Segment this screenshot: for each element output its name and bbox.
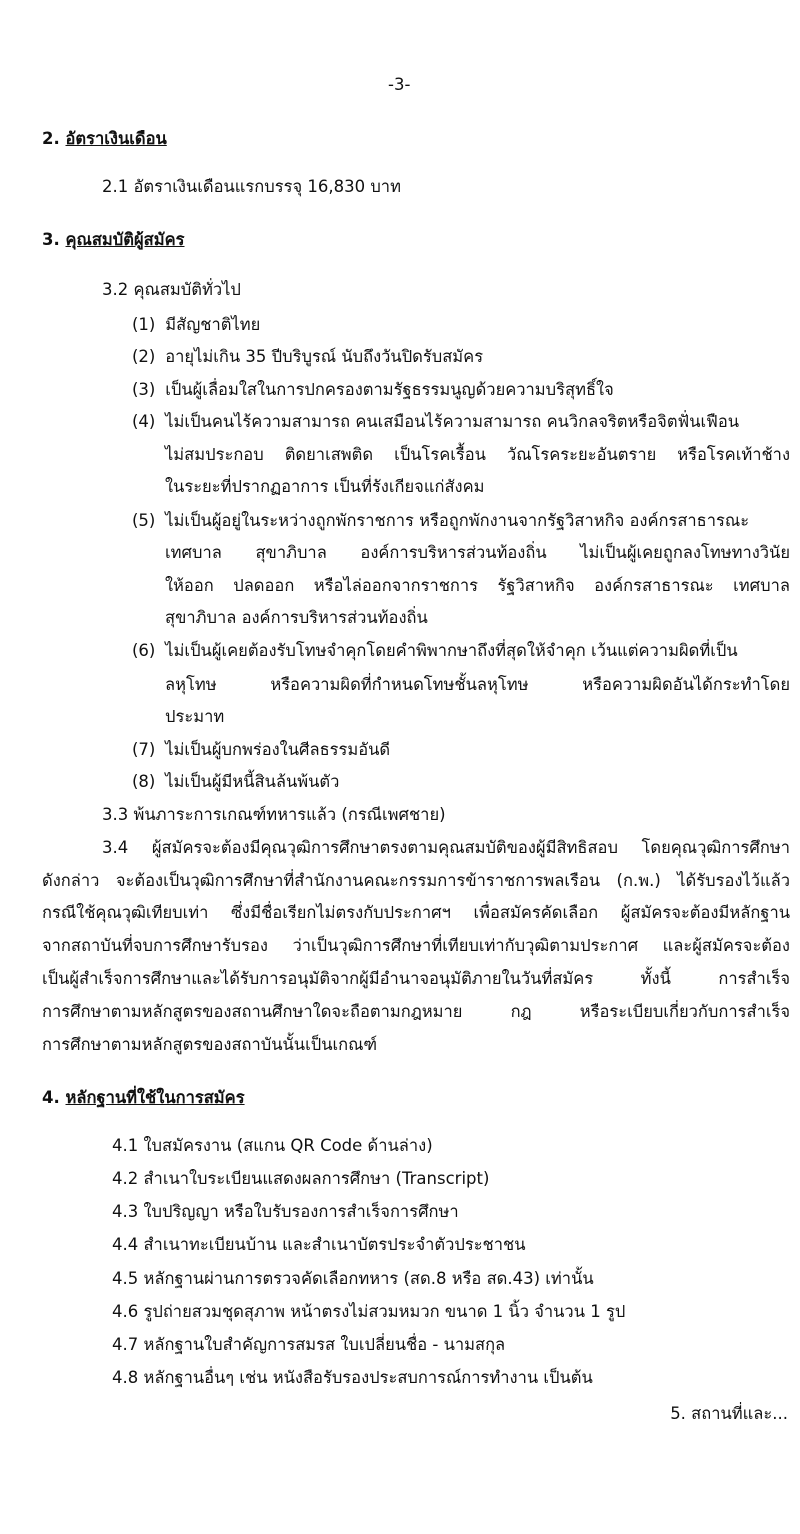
item-number: (4) — [132, 412, 156, 431]
section-4-heading — [42, 1087, 245, 1109]
qualification-item-7 — [132, 739, 390, 761]
item-text: เป็นผู้เลื่อมใสในการปกครองตามรัฐธรรมนูญด้วยความบริสุทธิ์ใจ — [165, 380, 614, 399]
section-2-title: อัตราเงินเดือน — [65, 129, 167, 148]
document-item-4-4: 4.4 สำเนาทะเบียนบ้าน และสำเนาบัตรประจำตัวประชาชน — [112, 1235, 526, 1254]
section-2-heading — [42, 128, 167, 150]
item-text: อายุไม่เกิน 35 ปีบริบูรณ์ นับถึงวันปิดรับสมัคร — [165, 347, 484, 366]
subsection-3-4-line-3: กรณีใช้คุณวุฒิเทียบเท่า ซึ่งมีชื่อเรียกไม่ตรงกับประกาศฯ เพื่อสมัครคัดเลือก ผู้สมัครจะต้องมีหลักฐาน — [42, 903, 790, 922]
subsection-3-4-line-5: เป็นผู้สำเร็จการศึกษาและได้รับการอนุมัติจากผู้มีอำนาจอนุมัติภายในวันที่สมัคร ทั้งนี้ การสำเร็จ — [42, 969, 790, 988]
qualification-item-6-line-2: ลหุโทษ หรือความผิดที่กำหนดโทษชั้นลหุโทษ หรือความผิดอันได้กระทำโดย — [165, 675, 790, 694]
document-item-4-3: 4.3 ใบปริญญา หรือใบรับรองการสำเร็จการศึกษา — [112, 1202, 459, 1221]
section-3-number: 3. — [42, 230, 60, 249]
section-4-number: 4. — [42, 1088, 60, 1107]
section-2-number: 2. — [42, 129, 60, 148]
qualification-item-5-line-4: สุขาภิบาล องค์การบริหารส่วนท้องถิ่น — [165, 608, 428, 627]
qualification-item-4-line-3: ในระยะที่ปรากฏอาการ เป็นที่รังเกียจแก่สังคม — [165, 477, 485, 496]
subsection-3-4-line-6: การศึกษาตามหลักสูตรของสถานศึกษาใดจะถือตามกฎหมาย กฎ หรือระเบียบเกี่ยวกับการสำเร็จ — [42, 1002, 790, 1021]
qualification-item-4-line-2: ไม่สมประกอบ ติดยาเสพติด เป็นโรคเรื้อน วัณโรคระยะอันตราย หรือโรคเท้าช้าง — [165, 445, 790, 464]
qualification-item-6-line-3: ประมาท — [165, 707, 225, 726]
item-text: ไม่เป็นผู้บกพร่องในศีลธรรมอันดี — [165, 740, 391, 759]
document-item-4-8: 4.8 หลักฐานอื่นๆ เช่น หนังสือรับรองประสบการณ์การทำงาน เป็นต้น — [112, 1368, 593, 1387]
qualification-item-8 — [132, 771, 339, 793]
qualification-item-2 — [132, 346, 483, 368]
qualification-item-6 — [132, 640, 738, 662]
salary-item: 2.1 อัตราเงินเดือนแรกบรรจุ 16,830 บาท — [102, 177, 401, 196]
item-number: (1) — [132, 315, 156, 334]
item-text: ไม่เป็นผู้มีหนี้สินล้นพ้นตัว — [165, 772, 340, 791]
item-number: (7) — [132, 740, 156, 759]
subsection-3-2: 3.2 คุณสมบัติทั่วไป — [102, 280, 241, 299]
qualification-item-1 — [132, 314, 260, 336]
item-text: ไม่เป็นผู้อยู่ในระหว่างถูกพักราชการ หรือถูกพักงานจากรัฐวิสาหกิจ องค์กรสาธารณะ — [165, 511, 750, 530]
item-number: (6) — [132, 641, 156, 660]
item-number: (2) — [132, 347, 156, 366]
subsection-3-4-line-7: การศึกษาตามหลักสูตรของสถาบันนั้นเป็นเกณฑ์ — [42, 1035, 378, 1054]
section-3-title: คุณสมบัติผู้สมัคร — [65, 230, 185, 249]
section-3-heading — [42, 229, 185, 251]
item-number: (3) — [132, 380, 156, 399]
continuation-text: 5. สถานที่และ... — [670, 1404, 788, 1423]
item-text: มีสัญชาติไทย — [165, 315, 261, 334]
section-4-title: หลักฐานที่ใช้ในการสมัคร — [65, 1088, 245, 1107]
document-item-4-1: 4.1 ใบสมัครงาน (สแกน QR Code ด้านล่าง) — [112, 1136, 433, 1155]
qualification-item-3 — [132, 379, 614, 401]
qualification-item-5-line-3: ให้ออก ปลดออก หรือไล่ออกจากราชการ รัฐวิสาหกิจ องค์กรสาธารณะ เทศบาล — [165, 576, 790, 595]
subsection-3-4-line-1: 3.4 ผู้สมัครจะต้องมีคุณวุฒิการศึกษาตรงตามคุณสมบัติของผู้มีสิทธิสอบ โดยคุณวุฒิการศึกษา — [102, 838, 790, 857]
document-item-4-5: 4.5 หลักฐานผ่านการตรวจคัดเลือกทหาร (สด.8 หรือ สด.43) เท่านั้น — [112, 1269, 594, 1288]
subsection-3-4-line-2: ดังกล่าว จะต้องเป็นวุฒิการศึกษาที่สำนักงานคณะกรรมการข้าราชการพลเรือน (ก.พ.) ได้รับรองไว้แล้ว — [42, 871, 790, 890]
document-item-4-7: 4.7 หลักฐานใบสำคัญการสมรส ใบเปลี่ยนชื่อ - นามสกุล — [112, 1335, 506, 1354]
item-number: (5) — [132, 511, 156, 530]
item-text: ไม่เป็นคนไร้ความสามารถ คนเสมือนไร้ความสามารถ คนวิกลจริตหรือจิตฟั่นเฟือน — [165, 412, 740, 431]
subsection-3-3: 3.3 พ้นภาระการเกณฑ์ทหารแล้ว (กรณีเพศชาย) — [102, 805, 446, 824]
qualification-item-4 — [132, 411, 739, 433]
document-item-4-2: 4.2 สำเนาใบระเบียนแสดงผลการศึกษา (Transcript) — [112, 1169, 490, 1188]
page-number: -3- — [388, 75, 411, 94]
qualification-item-5 — [132, 510, 749, 532]
qualification-item-5-line-2: เทศบาล สุขาภิบาล องค์การบริหารส่วนท้องถิ่น ไม่เป็นผู้เคยถูกลงโทษทางวินัย — [165, 543, 790, 562]
subsection-3-4-line-4: จากสถาบันที่จบการศึกษารับรอง ว่าเป็นวุฒิการศึกษาที่เทียบเท่ากับวุฒิตามประกาศ และผู้สมัครจะต้อง — [42, 936, 790, 955]
item-number: (8) — [132, 772, 156, 791]
document-item-4-6: 4.6 รูปถ่ายสวมชุดสุภาพ หน้าตรงไม่สวมหมวก ขนาด 1 นิ้ว จำนวน 1 รูป — [112, 1302, 626, 1321]
item-text: ไม่เป็นผู้เคยต้องรับโทษจำคุกโดยคำพิพากษาถึงที่สุดให้จำคุก เว้นแต่ความผิดที่เป็น — [165, 641, 738, 660]
